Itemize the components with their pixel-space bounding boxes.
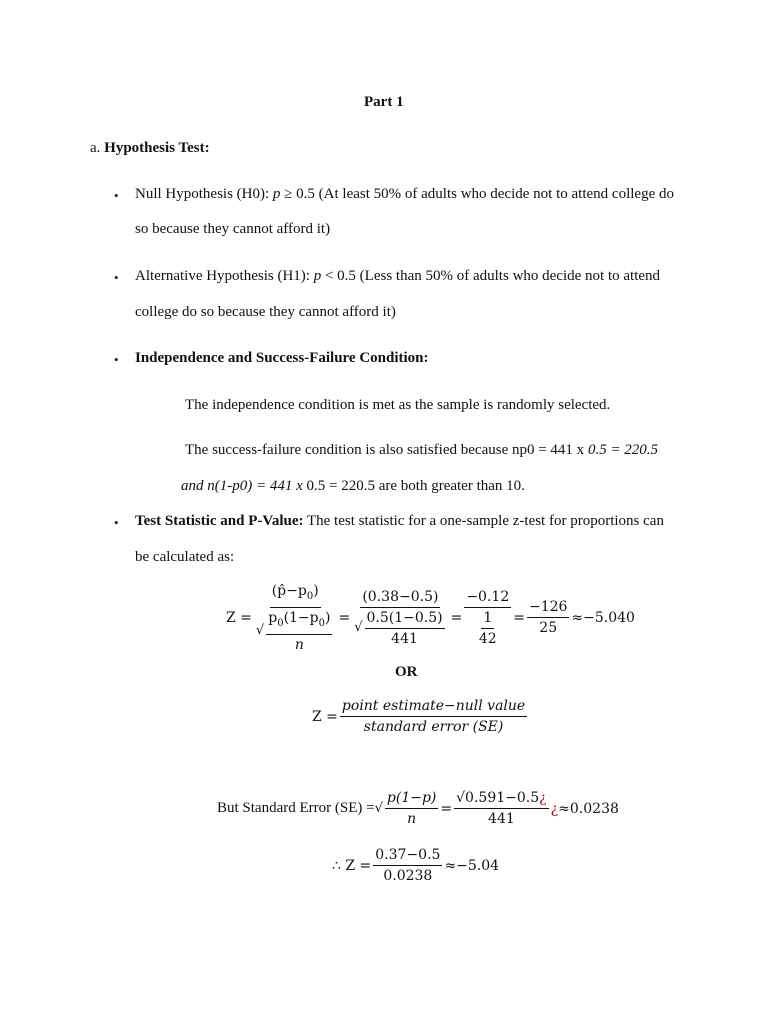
or-label: OR [395,664,418,680]
test-statistic-text: The test statistic for a one-sample z-test for proportions can [303,513,664,529]
alt-hypothesis-lead: Alternative Hypothesis (H1): [135,268,314,284]
alt-hypothesis [135,268,660,285]
success-failure-text: The success-failure condition is also satisfied because np0 = 441 x [185,442,588,458]
success-failure-italic: 0.5 = 220.5 [587,442,659,458]
eq2-fraction [340,697,527,736]
section-title: Hypothesis Test: [104,140,210,156]
success-failure-italic2: and n(1-p0) = 441 x [181,478,303,494]
independence-heading: Independence and Success-Failure Condition: [135,350,429,366]
page-title: Part 1 [364,94,404,110]
section-heading [90,140,210,157]
eq3-fraction-1: $\frac{p(1-p)}{n}$ [386,790,437,827]
test-statistic-heading: Test Statistic and P-Value: [135,513,304,529]
eq3-lhs: But Standard Error (SE) = [217,800,375,816]
eq3-mark: ¿ [550,800,559,817]
eq4-fraction: $\frac{0.37-0.5}{0.0238}$ [375,847,441,884]
null-hypothesis-lead: Null Hypothesis (H0): [135,186,273,202]
null-hypothesis-line2: so because they cannot afford it) [135,221,331,237]
bullet-icon: • [114,270,119,285]
eq1-equals: = [338,609,351,626]
z-equation-1 [226,582,635,654]
eq1-fraction-4: $\frac{-126}{25}$ [528,599,568,637]
success-failure-line2 [181,478,525,495]
z-equation-2 [312,697,529,736]
eq2-lhs: Z = [312,708,338,725]
eq1-equals: = [450,609,463,626]
success-failure-line1 [185,442,658,459]
null-hypothesis-p: p [272,186,281,202]
eq1-f1-denominator: √ $\frac{p_0(1-p_0)}{n}$ [255,609,331,653]
null-hypothesis [135,186,674,203]
eq4-result: ≈−5.04 [444,857,500,874]
eq1-equals: = [513,609,525,626]
eq1-f1-numerator: $(p̂-p_0)$ [270,582,321,608]
bullet-icon: • [114,515,119,530]
eq1-f1-inner-fraction: $\frac{p_0(1-p_0)}{n}$ [268,609,331,653]
eq3-result: ≈0.0238 [558,800,619,817]
bullet-icon: • [114,188,119,203]
eq4-lhs: ∴ Z = [332,857,372,874]
alt-hypothesis-p: p [313,268,322,284]
z-equation-final [332,846,499,885]
alt-hypothesis-rest: < 0.5 (Less than 50% of adults who decide not to attend [321,268,661,284]
eq1-result: ≈−5.040 [571,609,635,626]
independence-text: The independence condition is met as the sample is randomly selected. [185,397,611,413]
eq1-fraction-3: $\frac{-0.12}{\frac{1}{42}}$ [466,588,510,647]
test-statistic-line2: be calculated as: [135,549,235,565]
test-statistic-para [135,513,664,530]
eq2-denominator: standard error (SE) [363,719,504,735]
bullet-icon: • [114,352,119,367]
eq1-fraction-1 [254,582,337,654]
section-label: a. [90,140,101,156]
se-equation: But Standard Error (SE) = √ $\frac{p(1-p)}{n}$ = $\frac{√0.591-0.5¿}{441}$ ¿ ≈0.0238 [217,790,619,827]
eq1-lhs: Z = [226,609,252,626]
eq3-fraction-2: $\frac{√0.591-0.5¿}{441}$ [456,790,547,827]
alt-hypothesis-line2: college do so because they cannot afford it) [135,304,396,320]
null-hypothesis-rest: ≥ 0.5 (At least 50% of adults who decide not to attend college do [280,186,674,202]
success-failure-text2: 0.5 = 220.5 are both greater than 10. [302,478,525,494]
eq1-fraction-2: (0.38−0.5) √ $\frac{0.5(1-0.5)}{441}$ [354,588,443,647]
eq2-numerator: point estimate−null value [340,697,527,717]
